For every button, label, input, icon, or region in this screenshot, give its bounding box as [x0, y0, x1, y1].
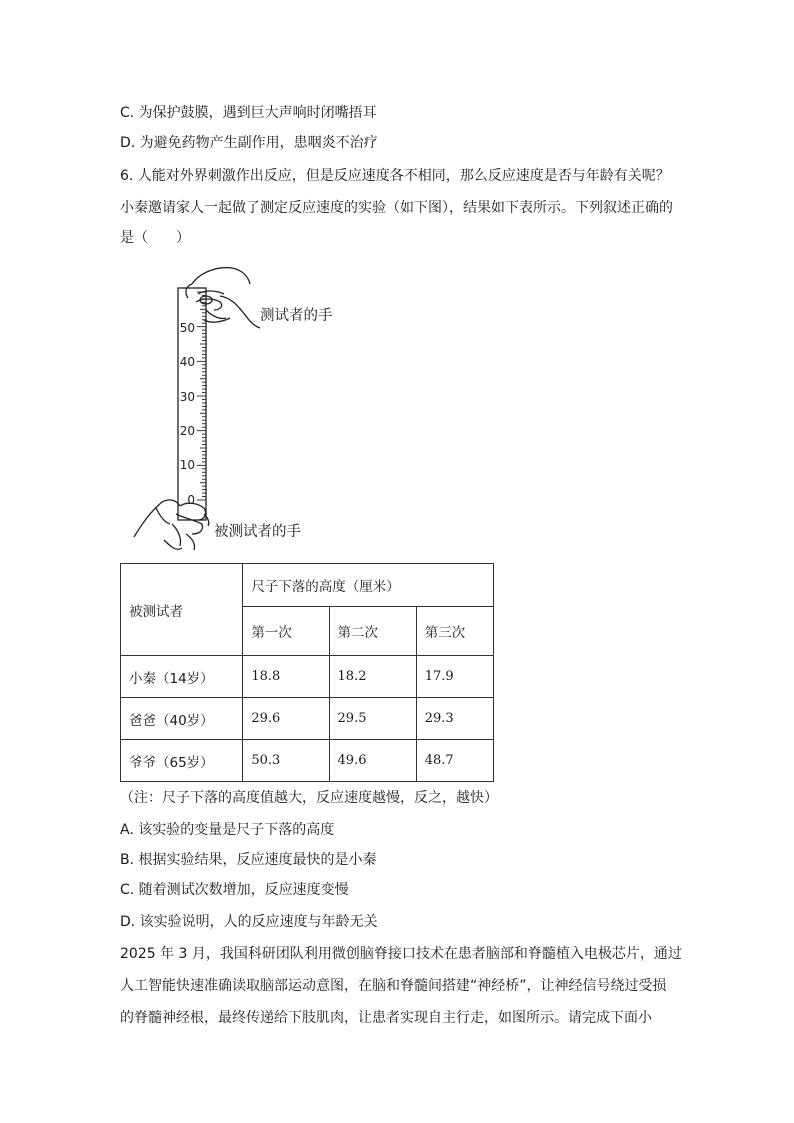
ruler-label-40: 40 [179, 355, 195, 369]
table-cell: 29.3 [416, 698, 493, 740]
question-6-line-1: 6. 人能对外界刺激作出反应，但是反应速度各不相同，那么反应速度是否与年龄有关呢？ [120, 168, 670, 184]
option-b: B. 根据实验结果，反应速度最快的是小秦 [120, 852, 377, 868]
row-header-cell: 被测试者 [121, 564, 243, 656]
option-d: D. 该实验说明，人的反应速度与年龄无关 [120, 914, 378, 930]
table-cell: 48.7 [416, 740, 493, 782]
ruler-label-10: 10 [179, 458, 195, 472]
option-a: A. 该实验的变量是尺子下落的高度 [120, 822, 335, 838]
ruler-label-0: 0 [187, 493, 195, 507]
trial-header-1: 第一次 [243, 607, 329, 656]
tester-hand-label: 测试者的手 [260, 308, 333, 324]
table-cell: 18.2 [329, 656, 416, 698]
table-cell: 17.9 [416, 656, 493, 698]
ruler-experiment-figure [120, 262, 480, 552]
table-cell: 18.8 [243, 656, 329, 698]
ruler-label-20: 20 [179, 424, 195, 438]
option-c: C. 随着测试次数增加，反应速度变慢 [120, 882, 349, 898]
option-d-previous: D. 为避免药物产生副作用，患咽炎不治疗 [120, 135, 378, 151]
option-c-previous: C. 为保护鼓膜，遇到巨大声响时闭嘴捂耳 [120, 105, 377, 121]
subject-name: 爸爸（40岁） [121, 698, 243, 740]
ruler-label-30: 30 [179, 390, 195, 404]
reaction-data-table [120, 563, 494, 782]
table-cell: 49.6 [329, 740, 416, 782]
group-header-cell: 尺子下落的高度（厘米） [243, 564, 494, 607]
table-cell: 29.6 [243, 698, 329, 740]
paragraph-line-1: 2025 年 3 月，我国科研团队利用微创脑脊接口技术在患者脑部和脊髓植入电极芯片，通过 [120, 946, 682, 962]
question-6-line-3: 是（ ） [120, 230, 190, 246]
trial-header-3: 第三次 [416, 607, 493, 656]
testee-hand-label: 被测试者的手 [214, 524, 301, 540]
trial-header-2: 第二次 [329, 607, 416, 656]
paragraph-line-2: 人工智能快速准确读取脑部运动意图，在脑和脊髓间搭建“神经桥”，让神经信号绕过受损 [120, 978, 667, 994]
paragraph-line-3: 的脊髓神经根，最终传递给下肢肌肉，让患者实现自主行走，如图所示。请完成下面小 [120, 1010, 652, 1026]
subject-name: 小秦（14岁） [121, 656, 243, 698]
table-cell: 29.5 [329, 698, 416, 740]
question-6-line-2: 小秦邀请家人一起做了测定反应速度的实验（如下图），结果如下表所示。下列叙述正确的 [120, 200, 673, 216]
ruler-label-50: 50 [179, 321, 195, 335]
table-note: （注：尺子下落的高度值越大，反应速度越慢，反之，越快） [120, 790, 498, 806]
table-cell: 50.3 [243, 740, 329, 782]
subject-name: 爷爷（65岁） [121, 740, 243, 782]
